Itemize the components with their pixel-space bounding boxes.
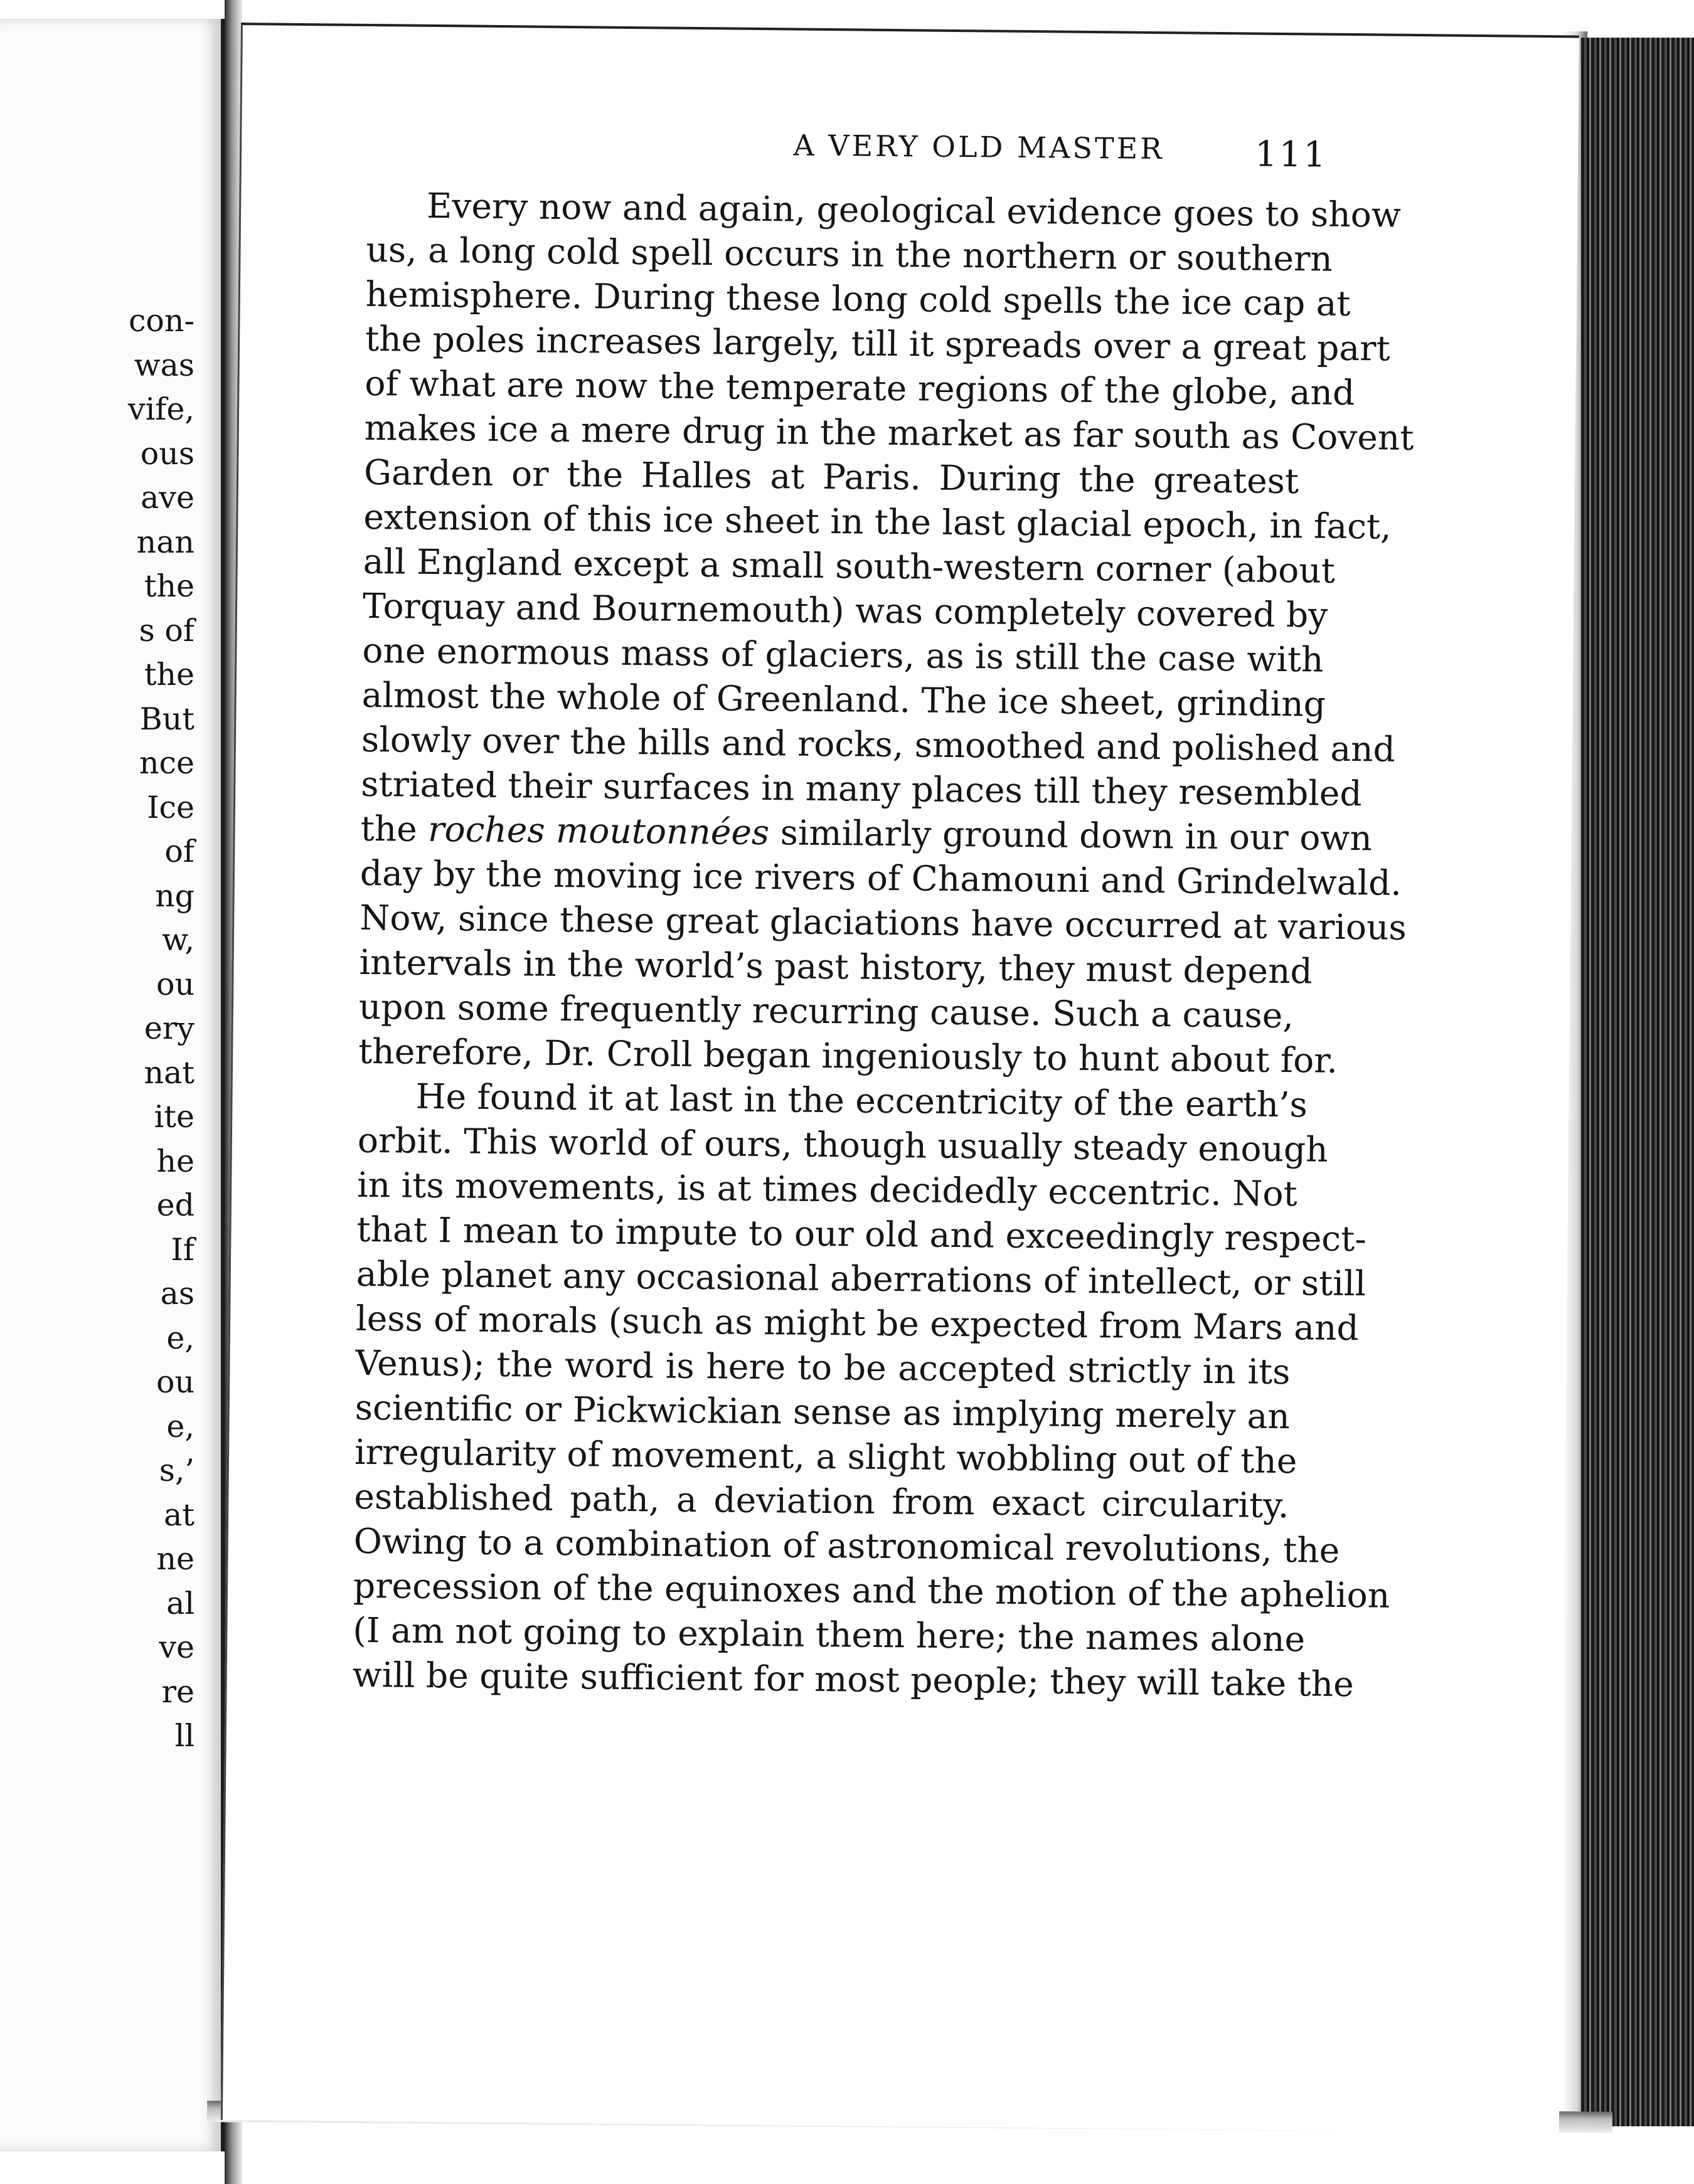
- text-line: the poles increases largely, till it spreads over a great part: [365, 318, 1390, 369]
- left-page-fragment: nat: [144, 1055, 194, 1091]
- text-line: therefore, Dr. Croll began ingeniously to hunt about for.: [358, 1031, 1338, 1081]
- left-page-fragment: w,: [162, 922, 194, 958]
- left-page-fragment: re: [161, 1674, 194, 1710]
- text-line: (I am not going to explain them here; the names alone: [353, 1609, 1306, 1660]
- left-page-fragment: ng: [155, 878, 194, 914]
- left-page-fragment: e,: [166, 1409, 194, 1445]
- body-text: [352, 183, 1414, 1706]
- left-page-fragment: ous: [140, 436, 194, 472]
- text-line: Torquay and Bournemouth) was completely covered by: [362, 585, 1328, 635]
- left-page-fragment: ed: [156, 1187, 194, 1223]
- left-page-fragment: at: [164, 1497, 194, 1533]
- left-page-fragment: ou: [156, 967, 194, 1002]
- text-line: that I mean to impute to our old and exceedingly respect-: [356, 1209, 1367, 1259]
- left-page-fragment: the: [144, 657, 194, 692]
- left-page: [0, 19, 225, 2151]
- text-line: us, a long cold spell occurs in the northern or southern: [366, 229, 1333, 279]
- left-page-fragment: he: [156, 1143, 194, 1179]
- left-page-fragment: Ice: [147, 790, 194, 825]
- text-line: makes ice a mere drug in the market as far south as Covent: [364, 407, 1414, 458]
- left-page-fragment: e,: [166, 1320, 194, 1356]
- text-line: of what are now the temperate regions of the globe, and: [365, 363, 1355, 413]
- text-line: Now, since these great glaciations have occurred at various: [360, 897, 1407, 948]
- text-line: established path, a deviation from exact circularity.: [354, 1476, 1289, 1526]
- italic-phrase: roches moutonnées: [427, 808, 770, 853]
- text-line: less of morals (such as might be expected from Mars and: [355, 1298, 1359, 1349]
- left-page-fragment: s,’: [159, 1453, 194, 1488]
- left-page-fragment: ve: [159, 1630, 194, 1665]
- text-run: similarly ground down in our own: [769, 812, 1373, 859]
- left-page-fragment: the: [144, 568, 194, 604]
- running-head: A VERY OLD MASTER: [793, 128, 1165, 166]
- left-page-fragment: con-: [128, 303, 194, 339]
- text-line: all England except a small south-western corner (about: [363, 541, 1336, 591]
- text-line: Owing to a combination of astronomical revolutions, the: [353, 1520, 1340, 1571]
- text-line: in its movements, is at times decidedly eccentric. Not: [356, 1164, 1297, 1214]
- book-page-edges: [1581, 38, 1694, 2126]
- text-line: hemisphere. During these long cold spells the ice cap at: [365, 273, 1351, 324]
- text-line: one enormous mass of glaciers, as is still the case with: [362, 630, 1324, 680]
- left-page-fragment: of: [164, 834, 194, 869]
- text-line: will be quite sufficient for most people; they will take the: [352, 1654, 1354, 1705]
- text-line: almost the whole of Greenland. The ice sheet, grinding: [361, 674, 1326, 724]
- left-page-fragment: ery: [144, 1010, 194, 1046]
- text-line: Garden or the Halles at Paris. During the greatest: [363, 452, 1299, 502]
- left-page-fragment: al: [166, 1586, 194, 1621]
- text-line: day by the moving ice rivers of Chamouni and Grindelwald.: [360, 852, 1402, 903]
- text-line: scientific or Pickwickian sense as implying merely an: [354, 1387, 1291, 1437]
- left-page-fragment: nan: [136, 524, 194, 560]
- text-line: intervals in the world’s past history, they must depend: [359, 941, 1313, 992]
- left-page-fragment: ite: [154, 1099, 194, 1135]
- left-page-fragment: ne: [156, 1541, 194, 1577]
- text-line: irregularity of movement, a slight wobbling out of the: [354, 1431, 1297, 1482]
- text-line: extension of this ice sheet in the last glacial epoch, in fact,: [363, 496, 1392, 547]
- left-page-fragment: But: [139, 701, 194, 737]
- text-line: able planet any occasional aberrations of intellect, or still: [356, 1253, 1366, 1304]
- left-page-fragment: as: [160, 1276, 194, 1312]
- left-page-fragment: If: [171, 1232, 194, 1268]
- left-page-fragment: ave: [141, 480, 194, 516]
- page-number: 111: [1254, 134, 1328, 176]
- text-line: Every now and again, geological evidence goes to show: [426, 185, 1402, 235]
- text-run: the: [360, 808, 429, 849]
- left-page-fragment: ou: [156, 1364, 194, 1400]
- left-page-fragment: ll: [174, 1718, 194, 1754]
- left-page-fragment: was: [134, 347, 194, 383]
- text-line: upon some frequently recurring cause. Such a cause,: [358, 986, 1294, 1036]
- text-line: orbit. This world of ours, though usually steady enough: [357, 1120, 1328, 1170]
- left-page-fragment: nce: [139, 745, 194, 781]
- left-page-fragment: s of: [139, 613, 194, 649]
- right-page: [221, 23, 1579, 2133]
- text-line: striated their surfaces in many places till they resembled: [361, 763, 1362, 814]
- text-line: precession of the equinoxes and the motion of the aphelion: [353, 1565, 1390, 1616]
- text-line: Venus); the word is here to be accepted strictly in its: [355, 1342, 1291, 1392]
- text-line: He found it at last in the eccentricity of the earth’s: [415, 1076, 1308, 1125]
- left-page-fragment: vife,: [127, 391, 194, 427]
- text-line: slowly over the hills and rocks, smoothed and polished and: [361, 719, 1396, 770]
